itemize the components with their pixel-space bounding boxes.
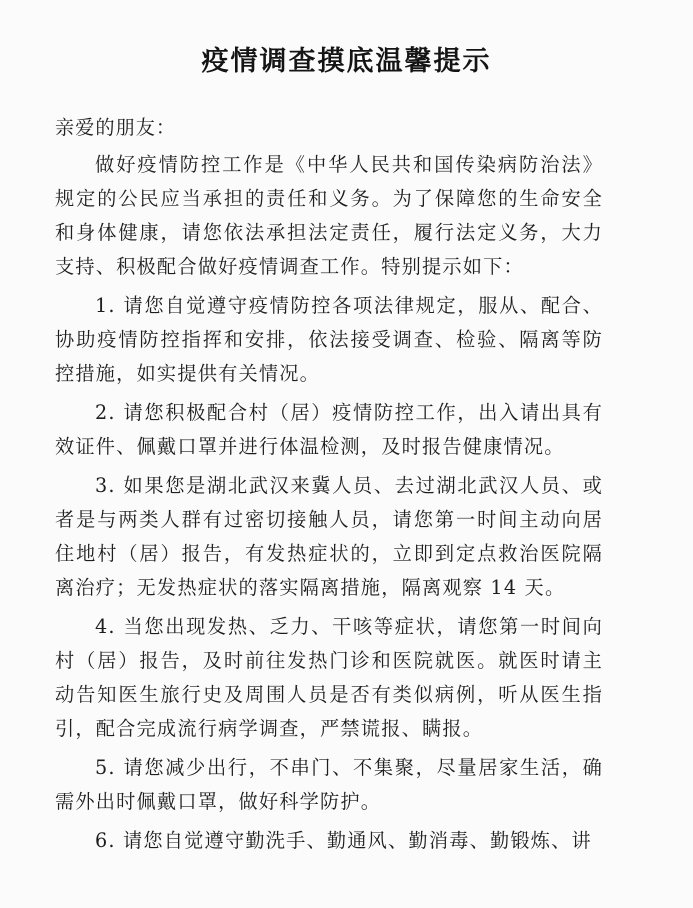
intro-paragraph: 做好疫情防控工作是《中华人民共和国传染病防治法》规定的公民应当承担的责任和义务。为了保障您的生命安全和身体健康，请您依法承担法定责任，履行法定义务，大力支持、积极配合做好疫情调查工作。特别提示如下： <box>55 153 603 278</box>
tip-paragraph-3: 3. 如果您是湖北武汉来冀人员、去过湖北武汉人员、或者是与两类人群有过密切接触人员，请您第一时间主动向居住地村（居）报告，有发热症状的，立即到定点救治医院隔离治疗；无发热症状的落实隔离措施，隔离观察 14 天。 <box>55 474 603 599</box>
tip-paragraph-5: 5. 请您减少出行，不串门、不集聚，尽量居家生活，确需外出时佩戴口罩，做好科学防护。 <box>55 756 603 813</box>
tip-paragraph-6: 6. 请您自觉遵守勤洗手、勤通风、勤消毒、勤锻炼、讲 <box>95 829 592 852</box>
document-body <box>55 111 603 863</box>
greeting: 亲爱的朋友： <box>55 116 177 139</box>
tip-paragraph-4: 4. 当您出现发热、乏力、干咳等症状，请您第一时间向村（居）报告，及时前往发热门诊和医院就医。就医时请主动告知医生旅行史及周围人员是否有类似病例，听从医生指引，配合完成流行病学调查，严禁谎报、瞒报。 <box>55 615 603 740</box>
tip-paragraph-2: 2. 请您积极配合村（居）疫情防控工作，出入请出具有效证件、佩戴口罩并进行体温检测，及时报告健康情况。 <box>55 401 603 458</box>
tip-paragraph-1: 1. 请您自觉遵守疫情防控各项法律规定，服从、配合、协助疫情防控指挥和安排，依法接受调查、检验、隔离等防控措施，如实提供有关情况。 <box>55 294 603 385</box>
document-title: 疫情调查摸底温馨提示 <box>201 46 492 78</box>
